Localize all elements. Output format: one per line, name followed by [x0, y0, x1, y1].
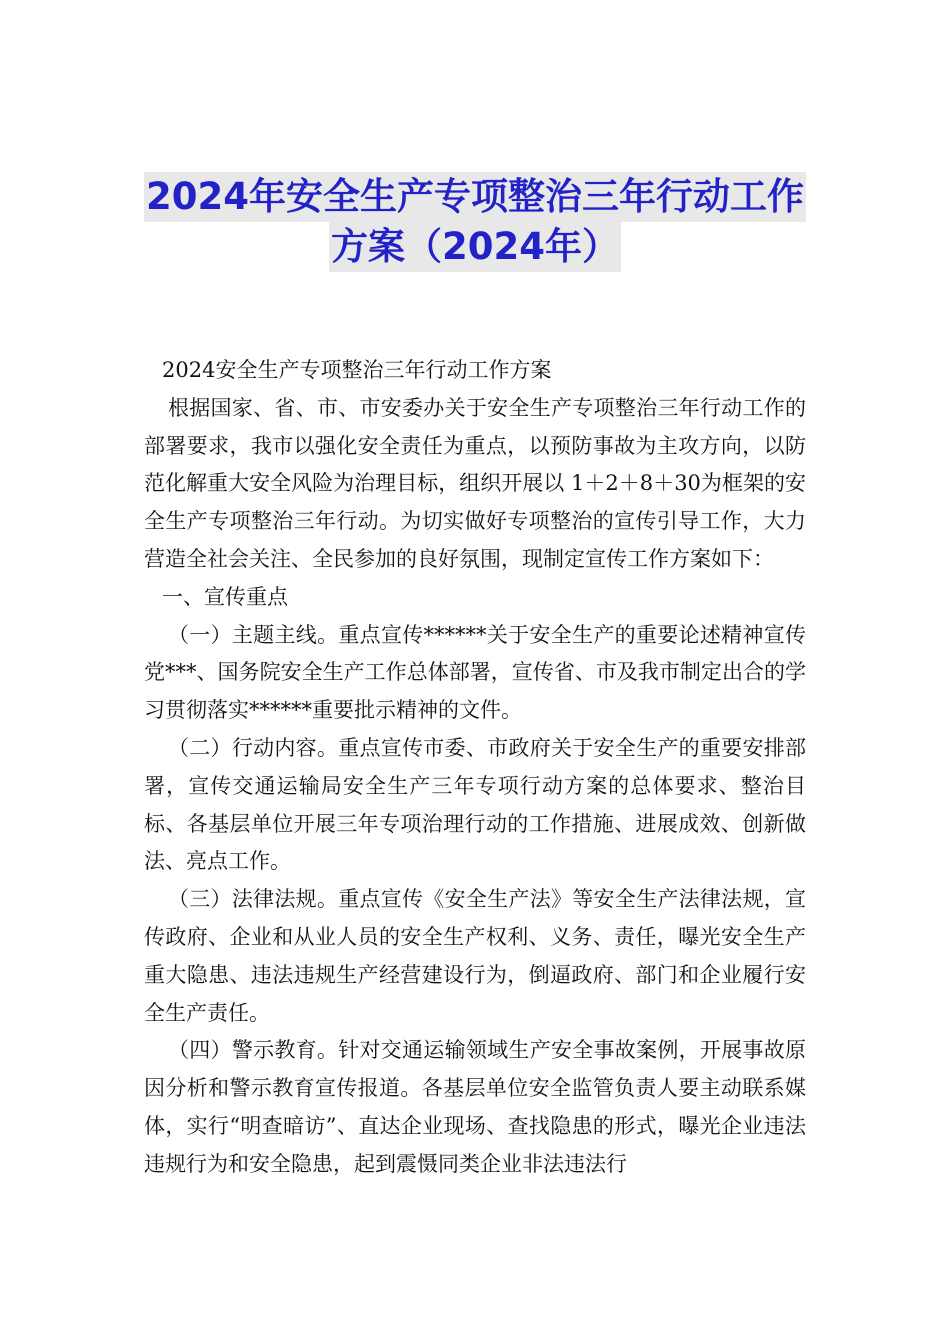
- title-line-1: 2024年安全生产专项整治三年行动工作: [144, 172, 806, 222]
- list-item: （四）警示教育。针对交通运输领域生产安全事故案例，开展事故原因分析和警示教育宣传报道。各基层单位安全监管负责人要主动联系媒体，实行“明查暗访”、直达企业现场、查找隐患的形式，曝光企业违法违规行为和安全隐患，起到震慑同类企业非法违法行: [144, 1038, 806, 1176]
- document-subtitle: 2024安全生产专项整治三年行动工作方案: [162, 358, 552, 382]
- document-body: [144, 352, 806, 1184]
- document-title: [120, 172, 830, 272]
- list-item: （一）主题主线。重点宣传******关于安全生产的重要论述精神宣传党***、国务院安全生产工作总体部署，宣传省、市及我市制定出合的学习贯彻落实******重要批示精神的文件。: [144, 622, 806, 723]
- section-heading: 一、宣传重点: [162, 584, 288, 609]
- title-line-2: 方案（2024年）: [329, 222, 621, 272]
- list-item: （二）行动内容。重点宣传市委、市政府关于安全生产的重要安排部署，宣传交通运输局安全生产三年专项行动方案的总体要求、整治目标、各基层单位开展三年专项治理行动的工作措施、进展成效、创新做法、亮点工作。: [144, 735, 806, 874]
- intro-paragraph: 根据国家、省、市、市安委办关于安全生产专项整治三年行动工作的部署要求，我市以强化安全责任为重点，以预防事故为主攻方向，以防范化解重大安全风险为治理目标，组织开展以 1＋2＋8＋30为框架的安全生产专项整治三年行动。为切实做好专项整治的宣传引导工作，大力营造全社会关注、全民参加的良好氛围，现制定宣传工作方案如下：: [144, 395, 806, 571]
- list-item: （三）法律法规。重点宣传《安全生产法》等安全生产法律法规，宣传政府、企业和从业人员的安全生产权利、义务、责任，曝光安全生产重大隐患、违法违规生产经营建设行为，倒逼政府、部门和企业履行安全生产责任。: [144, 887, 806, 1025]
